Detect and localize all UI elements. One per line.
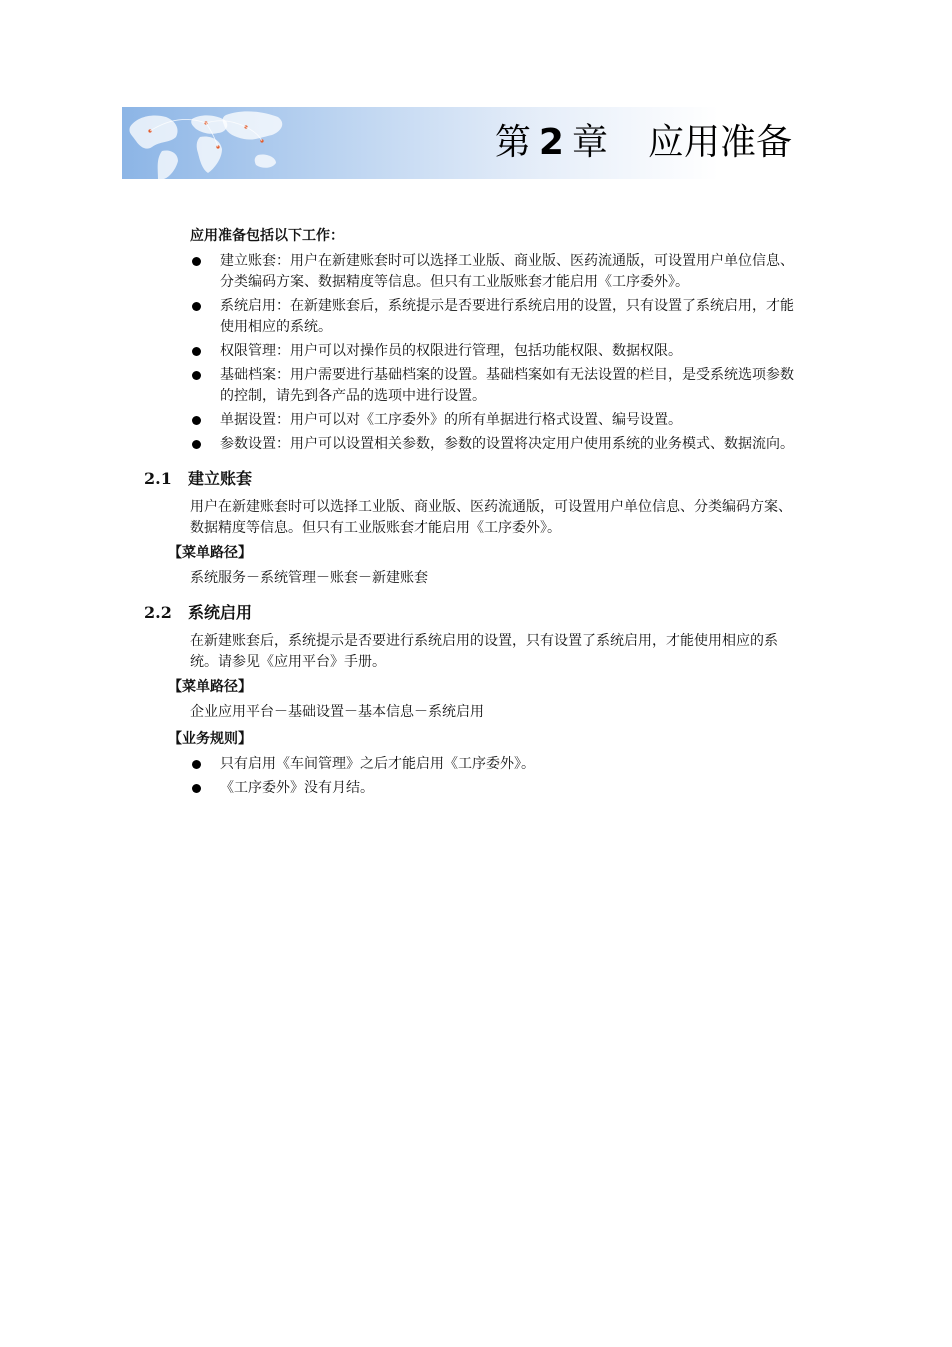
section-heading-2-1 — [144, 467, 800, 491]
bullet-icon — [192, 302, 201, 311]
chapter-number: 2 — [538, 122, 564, 163]
section-number: 2.1 — [144, 469, 172, 488]
chapter-title — [495, 121, 792, 165]
list-item — [190, 434, 800, 455]
menu-path: 企业应用平台－基础设置－基本信息－系统启用 — [190, 704, 484, 720]
business-rules-label: 【业务规则】 — [168, 731, 252, 747]
list-item-text: 基础档案：用户需要进行基础档案的设置。基础档案如有无法设置的栏目，是受系统选项参数的控制，请先到各产品的选项中进行设置。 — [220, 367, 794, 404]
intro-list — [190, 251, 800, 455]
section-title: 系统启用 — [188, 603, 253, 622]
list-item — [190, 754, 800, 775]
chapter-prefix: 第 — [494, 122, 531, 163]
chapter-name: 应用准备 — [647, 122, 792, 163]
menu-path-label: 【菜单路径】 — [168, 545, 252, 561]
section-heading-2-2 — [144, 601, 800, 625]
list-item-text: 《工序委外》没有月结。 — [220, 780, 374, 796]
chapter-suffix: 章 — [571, 122, 608, 163]
bullet-icon — [192, 257, 201, 266]
bullet-icon — [192, 784, 201, 793]
section-number: 2.2 — [144, 603, 172, 622]
world-map-graphic — [122, 107, 422, 179]
chapter-banner — [122, 107, 800, 179]
bullet-icon — [192, 416, 201, 425]
bullet-icon — [192, 440, 201, 449]
list-item — [190, 410, 800, 431]
page-content — [142, 220, 800, 802]
section-body: 用户在新建账套时可以选择工业版、商业版、医药流通版，可设置用户单位信息、分类编码方案、数据精度等信息。但只有工业版账套才能启用《工序委外》。 — [190, 499, 792, 536]
list-item — [190, 296, 800, 338]
bullet-icon — [192, 371, 201, 380]
bullet-icon — [192, 760, 201, 769]
list-item-text: 建立账套：用户在新建账套时可以选择工业版、商业版、医药流通版，可设置用户单位信息、分类编码方案、数据精度等信息。但只有工业版账套才能启用《工序委外》。 — [220, 253, 794, 290]
list-item — [190, 365, 800, 407]
intro-title: 应用准备包括以下工作： — [190, 228, 344, 244]
list-item — [190, 778, 800, 799]
list-item-text: 系统启用：在新建账套后，系统提示是否要进行系统启用的设置，只有设置了系统启用，才能使用相应的系统。 — [220, 298, 794, 335]
section-title: 建立账套 — [188, 469, 253, 488]
list-item-text: 参数设置：用户可以设置相关参数，参数的设置将决定用户使用系统的业务模式、数据流向。 — [220, 436, 794, 452]
list-item — [190, 251, 800, 293]
list-item — [190, 341, 800, 362]
section-body: 在新建账套后，系统提示是否要进行系统启用的设置，只有设置了系统启用，才能使用相应的系统。请参见《应用平台》手册。 — [190, 633, 778, 670]
business-rules-list — [190, 754, 800, 799]
bullet-icon — [192, 347, 201, 356]
menu-path-label: 【菜单路径】 — [168, 679, 252, 695]
menu-path: 系统服务－系统管理－账套－新建账套 — [190, 570, 428, 586]
list-item-text: 只有启用《车间管理》之后才能启用《工序委外》。 — [220, 756, 535, 772]
list-item-text: 权限管理：用户可以对操作员的权限进行管理，包括功能权限、数据权限。 — [220, 343, 682, 359]
list-item-text: 单据设置：用户可以对《工序委外》的所有单据进行格式设置、编号设置。 — [220, 412, 682, 428]
